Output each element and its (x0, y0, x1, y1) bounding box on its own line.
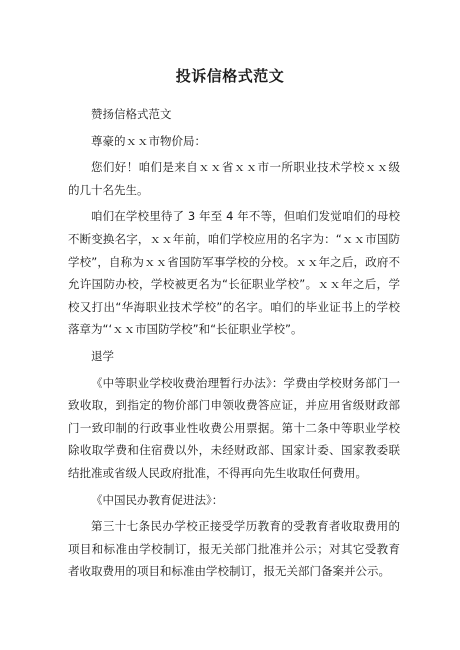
private-education-law-heading: 《中国民办教育促进法》： (91, 492, 224, 507)
fee-regulation-paragraph: 《中等职业学校收费治理暂行办法》：学费由学校财务部门一致收取，到指定的物价部门申领收费答应证，并应用省级财政部门一致印制的行政事业性收费公用票据。第十二条中等职业学校除收取学费和住宿费以外，未经财政部、国家计委、国家教委联结批准或省级人民政府批准，不得再向先生收取任何费用。 (68, 375, 400, 480)
document-title: 投诉信格式范文 (175, 67, 285, 85)
article-37-paragraph: 第三十七条民办学校正接受学历教育的受教育者收取费用的项目和标准由学校制订，报无关部门批准并公示；对其它受教育者收取费用的项目和标准由学校制订，报无关部门备案并公示。 (68, 519, 400, 579)
document-body (68, 103, 400, 583)
subtitle-paragraph: 赞扬信格式范文 (91, 107, 172, 121)
dropout-heading: 退学 (91, 348, 114, 363)
greeting-paragraph: 您们好！咱们是来自ｘｘ省ｘｘ市一所职业技术学校ｘｘ级的几十名先生。 (68, 160, 400, 197)
history-paragraph: 咱们在学校里待了 3 年至 4 年不等，但咱们发觉咱们的母校不断变换名字，ｘｘ年前，咱们学校应用的名字为：“ｘｘ市国防学校”，自称为ｘｘ省国防军事学校的分校。ｘｘ年之后，政府不允许国防办校，学校被更名为“长征职业学校”。ｘｘ年之后，学校又打出“华海职业技术学校”的名字。咱们的毕业证书上的学校落章为“‘ｘｘ市国防学校”和“长征职业学校”。 (68, 209, 400, 337)
salutation-paragraph: 尊豪的ｘｘ市物价局： (91, 133, 206, 148)
